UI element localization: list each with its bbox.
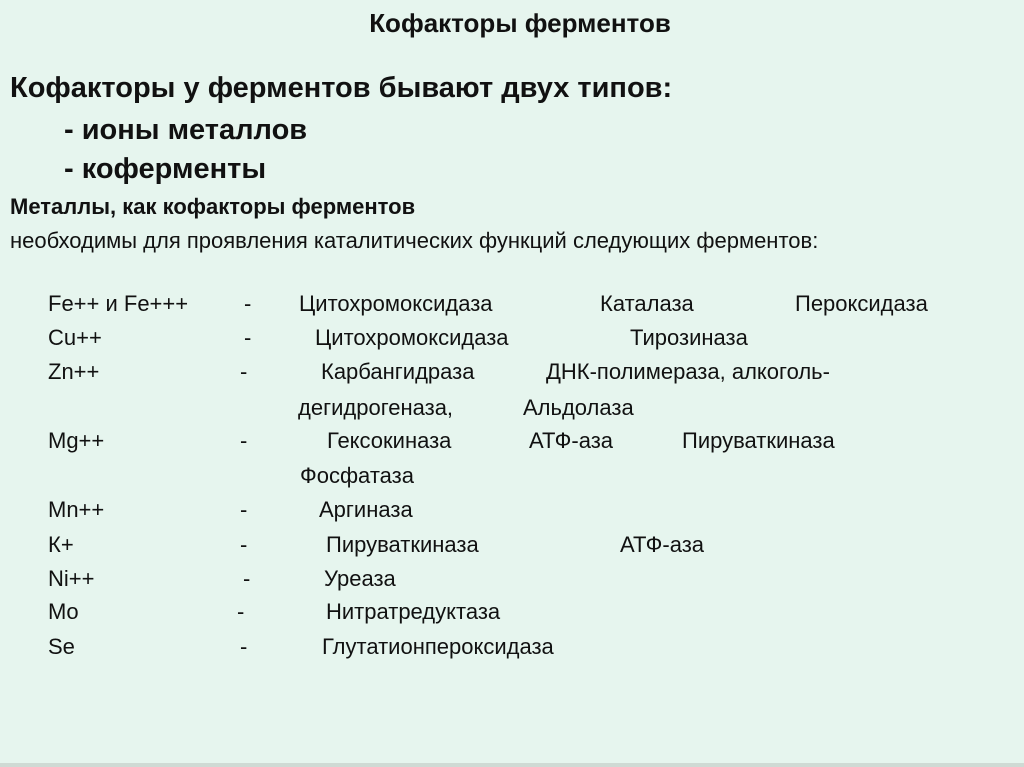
row-dash: -: [244, 291, 252, 316]
row-dash: -: [240, 428, 248, 453]
cofactor-type-coenzymes: - коферменты: [64, 153, 267, 185]
row-dash: -: [240, 532, 248, 557]
row-dash: -: [240, 359, 248, 384]
row-dash: -: [240, 634, 248, 659]
metal-label: Fe++ и Fe+++: [48, 291, 189, 316]
enzyme-name-continuation: Альдолаза: [523, 395, 634, 420]
metals-description: необходимы для проявления каталитических функций следующих ферментов:: [10, 228, 819, 253]
slide-title: Кофакторы ферментов: [369, 8, 671, 38]
metal-label: Mo: [48, 599, 79, 624]
enzyme-name: ДНК-полимераза, алкоголь-: [546, 359, 830, 384]
enzyme-name: Аргиназа: [319, 497, 413, 522]
enzyme-name: АТФ-аза: [529, 428, 614, 453]
enzyme-name: Цитохромоксидаза: [299, 291, 493, 316]
enzyme-name: Тирозиназа: [630, 325, 748, 350]
cofactor-types-heading: Кофакторы у ферментов бывают двух типов:: [10, 72, 673, 104]
enzyme-name: Нитратредуктаза: [326, 599, 501, 624]
enzyme-name: Пируваткиназа: [682, 428, 835, 453]
enzyme-name: Каталаза: [600, 291, 694, 316]
metal-label: Mn++: [48, 497, 105, 522]
enzyme-name: Цитохромоксидаза: [315, 325, 509, 350]
enzyme-name: Глутатионпероксидаза: [322, 634, 554, 659]
enzyme-name: Пероксидаза: [795, 291, 928, 316]
row-dash: -: [243, 566, 251, 591]
enzyme-name: Пируваткиназа: [326, 532, 479, 557]
metal-label: Zn++: [48, 359, 100, 384]
metal-label: Ni++: [48, 566, 95, 591]
metal-label: Mg++: [48, 428, 105, 453]
row-dash: -: [240, 497, 248, 522]
enzyme-name-continuation: Фосфатаза: [300, 463, 414, 488]
metals-subheading: Металлы, как кофакторы ферментов: [10, 194, 416, 219]
metal-label: Cu++: [48, 325, 102, 350]
enzyme-name: Карбангидраза: [321, 359, 475, 384]
row-dash: -: [244, 325, 252, 350]
enzyme-name: АТФ-аза: [620, 532, 705, 557]
metal-label: Se: [48, 634, 75, 659]
row-dash: -: [237, 599, 245, 624]
enzyme-name: Гексокиназа: [327, 428, 452, 453]
cofactor-type-metal-ions: - ионы металлов: [64, 114, 308, 146]
metal-label: К+: [48, 532, 74, 557]
enzyme-name-continuation: дегидрогеназа,: [298, 395, 454, 420]
slide-bottom-border: [0, 763, 1024, 767]
enzyme-name: Уреаза: [324, 566, 396, 591]
